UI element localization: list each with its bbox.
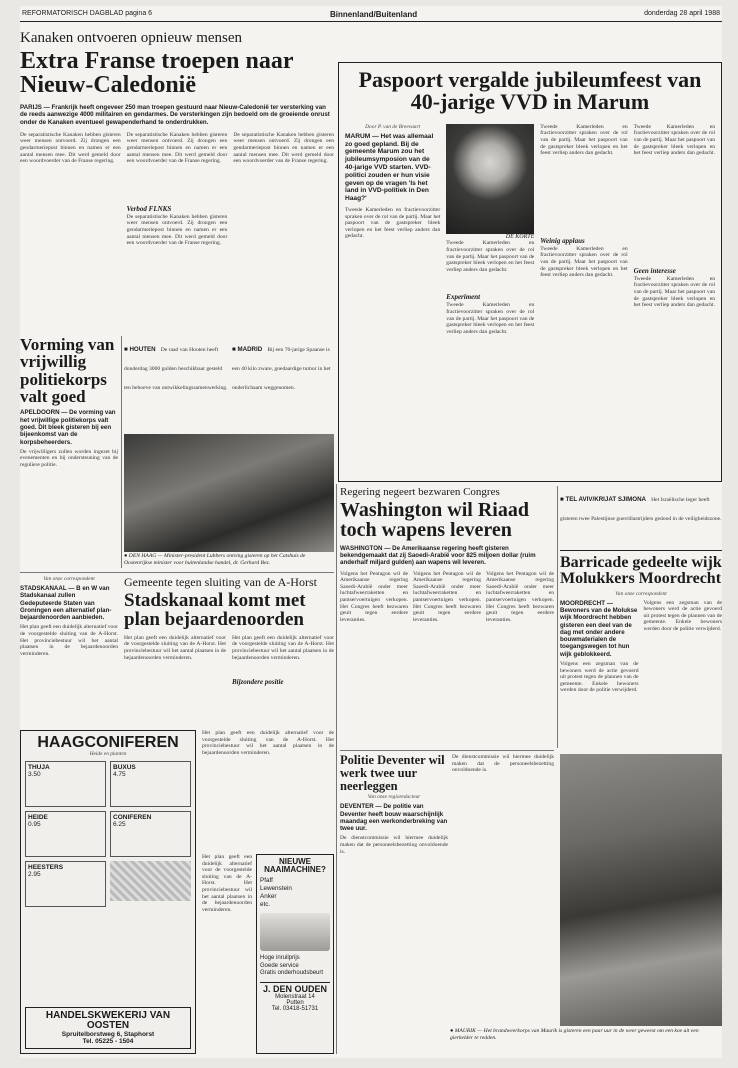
ad-title: HAAGCONIFEREN (37, 734, 179, 751)
kanaken-subhead: Verbod FLNKS (126, 204, 172, 213)
vvd-body-col2: Tweede Kamerleden en fractievoorzitter spraken over de rol van de partij. Maar het paspoort van de gastspreker bleek verlopen en het feest verliep anders dan gedacht. (446, 240, 535, 273)
molukkers-article (560, 550, 722, 748)
deventer-body-col2: De dienstcommissie wil hiermee duidelijk maken dat de personeelsbezetting onvoldoende is. (452, 754, 554, 774)
ad-item: CONIFEREN 6.25 (110, 811, 191, 857)
kanaken-headline: Extra Franse troepen naar Nieuw-Caledonië (20, 48, 294, 99)
page-header (20, 8, 722, 20)
molukkers-headline: Barricade gedeelte wijk Molukkers Moordrecht (560, 554, 722, 588)
naaimachine-ad (256, 854, 334, 1054)
stadskanaal-kicker: Gemeente tegen sluiting van de A-Horst (124, 576, 317, 589)
ad-phone: Tel. 05225 - 1504 (82, 1038, 134, 1045)
stadskanaal-body-continued-2: Het plan geeft een duidelijk alternatief voor de voorgestelde sluiting van de A-Horst. Het provinciebestuur wil het aantal plaatsen in de bejaardenoorden verminderen. (202, 854, 252, 913)
vvd-body-col4: Tweede Kamerleden en fractievoorzitter spraken over de rol van de partij. Maar het paspoort van de gastspreker bleek verlopen en het feest verliep anders dan gedacht. (633, 123, 716, 157)
divider (20, 572, 334, 573)
riaad-body-col1: Volgens het Pentagon wil de Amerikaanse regering Saoedi-Arabië onder meer luchtafweerraketten en pantservoertuigen verkopen. Het Congres heeft bezwaren geuit tegen eerdere leveranties. (340, 570, 408, 623)
houten-tag: ■ HOUTEN (124, 346, 156, 353)
molukkers-body-col1: Volgens een zegsman van de bewoners werd de actie gevoerd uit protest tegen de plannen van de gemeente. Enkele bewoners werden door de politie verwijderd. (560, 661, 639, 694)
riaad-body-col2: Volgens het Pentagon wil de Amerikaanse regering Saoedi-Arabië onder meer luchtafweerraketten en pantservoertuigen verkopen. Het Congres heeft bezwaren geuit tegen eerdere leveranties. (413, 570, 481, 623)
ad-address: Spruitelborstweg 6, Staphorst (61, 1031, 155, 1038)
ad-item: THUJA 3.50 (25, 761, 106, 807)
riaad-lead: WASHINGTON — De Amerikaanse regering heeft gisteren bekendgemaakt dat zij Saoedi-Arabië voor 825 miljoen dollar (ruim anderhalf miljard gulden) aan wapens wil leveren. (340, 544, 536, 567)
vvd-subhead-experiment: Experiment (446, 293, 481, 302)
madrid-brief (232, 336, 334, 431)
deventer-lead: DEVENTER — De politie van Deventer heeft bouw waarschijnlijk maandag een werkonderbreking van twee uur. (340, 803, 448, 833)
naaimachine-brands: Pfaff Lewenstein Anker etc. (260, 877, 292, 909)
houten-text: De raad van Houten heeft donderdag 3000 gulden beschikbaar gesteld ten behoeve van ontwikkelingssamenwerking. (124, 347, 228, 391)
riaad-article (340, 486, 554, 748)
stadskanaal-left (20, 576, 118, 726)
header-section: Binnenland/Buitenland (330, 10, 418, 19)
maurik-photo (560, 754, 722, 1026)
deventer-article (340, 754, 448, 1054)
kanaken-body-col1: De separatistische Kanaken hebben gisteren weer mensen ontvoerd. Zij drongen een gendarmeriepost binnen en namen er een aantal mensen mee. Dit werd gemeld door een woordvoerder van de Franse regering. (20, 131, 121, 165)
kanaken-kicker: Kanaken ontvoeren opnieuw mensen (20, 30, 243, 46)
vorming-body: De vrijwilligers zullen worden ingezet bij evenementen en bij ondersteuning van de reguliere politie. (20, 448, 118, 468)
ad-plant-illustration (110, 861, 191, 901)
molukkers-body-col2: Volgens een zegsman van de bewoners werd de actie gevoerd uit protest tegen de plannen van de gemeente. Enkele bewoners werden door de politie verwijderd. (643, 599, 722, 632)
naaimachine-phone: Tel. 03418-51731 (271, 1005, 319, 1012)
naaimachine-city: Putten (286, 999, 304, 1006)
stadskanaal-correspondent: Van onze correspondent (43, 576, 95, 582)
vvd-photo-caption: DE KORTE (505, 233, 535, 240)
newspaper-page (20, 6, 722, 1058)
header-date: donderdag 28 april 1988 (644, 10, 720, 17)
vorming-lead: APELDOORN — De vorming van het vrijwillige politiekorps valt goed. Dit bleek gisteren bij een bijeenkomst van de korpsbeheerders. (20, 409, 116, 446)
naaimachine-address: Molenstraat 14 (275, 993, 315, 1000)
vvd-portrait-photo (446, 124, 534, 234)
madrid-tag: ■ MADRID (232, 346, 263, 353)
den-haag-photo (124, 434, 334, 552)
kanaken-article (20, 30, 334, 330)
header-rule (20, 21, 722, 22)
vvd-subhead-applaus: Weinig applaus (540, 236, 585, 245)
vvd-body-col3b: Tweede Kamerleden en fractievoorzitter spraken over de rol van de partij. Maar het paspoort van de gastspreker bleek verlopen en het feest verliep anders dan gedacht. (540, 245, 628, 279)
molukkers-lead: MOORDRECHT — Bewoners van de Molukse wijk Moordrecht hebben gisteren een deel van de dag met onder andere bouwmaterialen de toegangswegen tot hun wijk geblokkeerd. (560, 599, 638, 658)
kanaken-body-col2b: De separatistische Kanaken hebben gisteren weer mensen ontvoerd. Zij drongen een gendarmeriepost binnen en namen er een aantal mensen mee. Dit werd gemeld door een woordvoerder van de Franse regering. (126, 213, 228, 247)
divider (340, 750, 554, 751)
vvd-lead: MARUM — Het was allemaal zo goed gepland. Bij de gemeente Marum zou het jubileumsymposion van de 40-jarige VVD starten. VVD-politici zouden er hun visie geven op de vragen 'Is het land in VVD-politiek in Den Haag?' (345, 132, 434, 203)
den-haag-caption: ● DEN HAAG — Minister-president Lubbers ontving gisteren op het Catshuis de Oostenrijkse minister voor buitenlandse handel, dr. Gerhard Bez. (124, 553, 306, 566)
vorming-article (20, 336, 118, 568)
vvd-body-col3: Tweede Kamerleden en fractievoorzitter spraken over de rol van de partij. Maar het paspoort van de gastspreker bleek verlopen en het feest verliep anders dan gedacht. (540, 123, 628, 157)
molukkers-correspondent: Van onze correspondent (615, 590, 667, 597)
divider (336, 484, 337, 1054)
kanaken-lead: PARIJS — Frankrijk heeft ongeveer 250 man troepen gestuurd naar Nieuw-Caledonië ter versterking van de reeds aanwezige 4000 militairen en gendarmes. De versterkingen zijn bedoeld om de groeiende onrust onder de Kanaken eventueel gewapenderhand te onderdrukken. (20, 103, 330, 126)
divider (121, 336, 122, 568)
naaimachine-bullets: Hoge inruilprijs Goede service Gratis onderhoudsbeurt (260, 955, 324, 977)
vvd-body-col1: Tweede Kamerleden en fractievoorzitter spraken over de rol van de partij. Maar het paspoort van de gastspreker bleek verlopen en het feest verliep anders dan gedacht. (345, 207, 441, 240)
stadskanaal-article (124, 576, 334, 726)
vorming-headline: Vorming van vrijwillig politiekorps valt goed (20, 336, 115, 406)
ad-item: HEESTERS 2.95 (25, 861, 106, 907)
riaad-headline: Washington wil Riaad toch wapens leveren (340, 499, 529, 542)
deventer-correspondent: Van onze regioredacteur (367, 794, 421, 801)
ad-item: HEIDE 0.95 (25, 811, 106, 857)
ad-item: BUXUS 4.75 (110, 761, 191, 807)
riaad-kicker: Regering negeert bezwaren Congres (340, 486, 500, 498)
vvd-body-col4b: Tweede Kamerleden en fractievoorzitter spraken over de rol van de partij. Maar het paspoort van de gastspreker bleek verlopen en het feest verliep anders dan gedacht. (633, 275, 716, 309)
madrid-text: Bij een 70-jarige Spaanse is een 40 kilo zware, goedaardige tumor in het onderlichaam weggenomen. (232, 347, 331, 391)
telaviv-brief (560, 486, 722, 546)
houten-brief (124, 336, 228, 431)
stadskanaal-body-continued: Het plan geeft een duidelijk alternatief voor de voorgestelde sluiting van de A-Horst. Het provinciebestuur wil het aantal plaatsen in de bejaardenoorden verminderen. (202, 730, 334, 756)
sewing-machine-illustration (260, 913, 330, 951)
deventer-body: De dienstcommissie wil hiermee duidelijk maken dat de personeelsbezetting onvoldoende is. (340, 835, 448, 855)
stadskanaal-lead: STADSKANAAL — B en W van Stadskanaal zullen Gedeputeerde Staten van Groningen een alternatief plan-bejaardenoorden aanbieden. (20, 585, 112, 622)
vvd-byline: Door P. van de Breevaart (365, 123, 421, 130)
stadskanaal-headline: Stadskanaal komt met plan bejaardenoorden (124, 590, 306, 631)
stadskanaal-body-col1: Het plan geeft een duidelijk alternatief voor de voorgestelde sluiting van de A-Horst. Het provinciebestuur wil het aantal plaatsen in de bejaardenoorden verminderen. (20, 624, 118, 657)
vvd-body-col2b: Tweede Kamerleden en fractievoorzitter spraken over de rol van de partij. Maar het paspoort van de gastspreker bleek verlopen en het feest verliep anders dan gedacht. (446, 302, 535, 335)
stadskanaal-body-col3: Het plan geeft een duidelijk alternatief voor de voorgestelde sluiting van de A-Horst. Het provinciebestuur wil het aantal plaatsen in de bejaardenoorden verminderen. (232, 634, 334, 661)
riaad-body-col3: Volgens het Pentagon wil de Amerikaanse regering Saoedi-Arabië onder meer luchtafweerraketten en pantservoertuigen verkopen. Het Congres heeft bezwaren geuit tegen eerdere leveranties. (486, 570, 554, 623)
vvd-headline: Paspoort vergalde jubileumfeest van 40-jarige VVD in Marum (358, 67, 702, 115)
vvd-article (338, 62, 722, 482)
telaviv-text: Het Israëlische leger heeft gisteren twee Palestijnse guerrillastrijders gedood in de veiligheidszone. (560, 497, 722, 522)
vvd-subhead-interesse: Geen interesse (633, 266, 676, 275)
kanaken-body-col2: De separatistische Kanaken hebben gisteren weer mensen ontvoerd. Zij drongen een gendarmeriepost binnen en namen er een aantal mensen mee. Dit werd gemeld door een woordvoerder van de Franse regering. (126, 131, 228, 165)
hagconiferen-ad (20, 730, 196, 1054)
ad-company: HANDELSKWEKERIJ VAN OOSTEN (45, 1009, 171, 1031)
naaimachine-shop: J. DEN OUDEN (260, 982, 330, 994)
naaimachine-title: NIEUWE NAAIMACHINE? (264, 857, 326, 875)
maurik-caption: ● MAURIK — Het brandweerkorps van Maurik is gisteren een paar uur in de weer geweest om een koe uit een gierkelder te redden. (450, 1028, 699, 1041)
stadskanaal-body-col2: Het plan geeft een duidelijk alternatief voor de voorgestelde sluiting van de A-Horst. Het provinciebestuur wil het aantal plaatsen in de bejaardenoorden verminderen. (124, 634, 226, 661)
ad-footer (25, 1007, 191, 1049)
deventer-headline: Politie Deventer wil werk twee uur neerleggen (340, 754, 445, 793)
divider (557, 486, 558, 748)
kanaken-body-col3: De separatistische Kanaken hebben gisteren weer mensen ontvoerd. Zij drongen een gendarmeriepost binnen en namen er een aantal mensen mee. Dit werd gemeld door een woordvoerder van de Franse regering. (233, 131, 334, 165)
stadskanaal-subhead: Bijzondere positie (232, 677, 284, 686)
telaviv-tag: ■ TEL AVIV/KRIJAT SJIMONA (560, 496, 647, 503)
header-left: REFORMATORISCH DAGBLAD pagina 6 (22, 10, 153, 17)
ad-subtitle: Heide en planten (89, 751, 127, 758)
